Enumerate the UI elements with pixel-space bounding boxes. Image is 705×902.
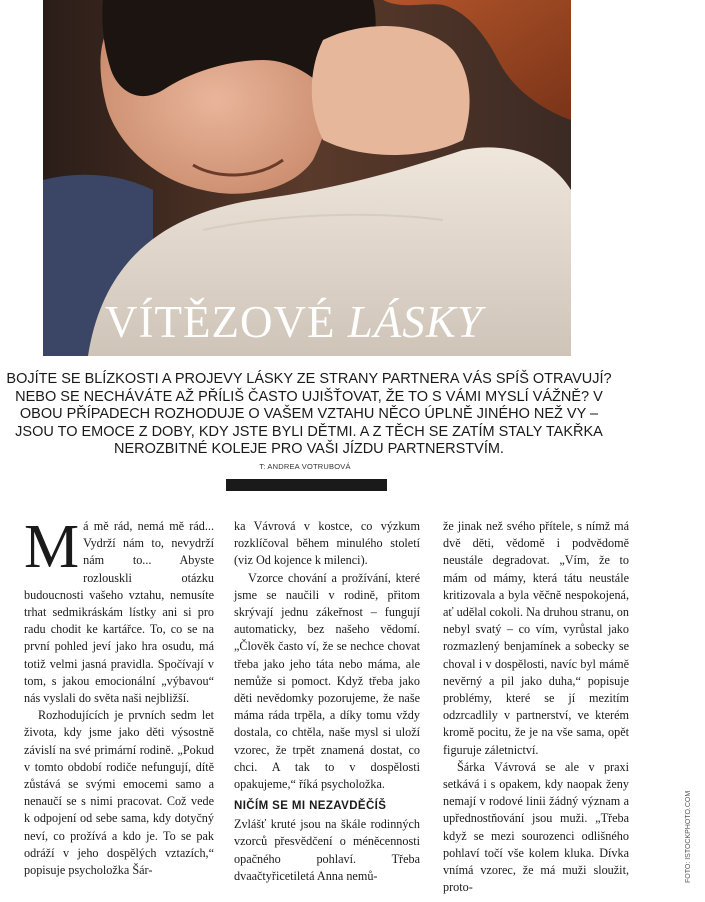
article-lead: BOJÍTE SE BLÍZKOSTI A PROJEVY LÁSKY ZE STRANY PARTNERA VÁS SPÍŠ OTRAVUJÍ? NEBO SE NECHÁVÁTE AŽ PŘÍLIŠ ČASTO UJIŠŤOVAT, ŽE TO S VÁMI MYSLÍ VÁŽNĚ? V OBOU PŘÍPADECH ROZHODUJE O VAŠEM VZTAHU NĚCO ÚPLNĚ JINÉHO NEŽ VY – JSOU TO EMOCE Z DOBY, KDY JSTE BYLI DĚTMI. A Z TĚCH SE ZATÍM STALY TAKŘKA NEROZBITNÉ KOLEJE PRO VAŠI JÍZDU PARTNERSTVÍM. (6, 371, 612, 458)
paragraph: Rozhodujících je prvních sedm let života, kdy jsme jako děti výsostně závislí na své primární rodině. „Pokud v tomto období rodiče nefungují, dítě zůstává se svými emocemi samo a nenaučí se s nimi pracovat. Což vede k odpojení od sebe sama, kdy dotyčný neví, co prožívá a kdo je. To se pak odráží v jeho dospělých vztazích,“ popisuje psycholožka Šár- (24, 708, 214, 878)
paragraph: že jinak než svého přítele, s nímž má dvě děti, vědomě i podvědomě neustále degradovat. „Vím, že to mám od mámy, která tátu neustále kritizovala a byla věčně nespokojená, ať udělal cokoli. Na druhou stranu, on nebyl svatý – co vím, vyrůstal jako rozmazlený benjamínek a sobecky se choval i v dospělosti, navíc byl mámě nevěrný a pil jako duha,“ popisuje problémy, které se jí mezitím odzrcadlily v partnerství, ve kterém kromě pocitu, že je na vše sama, opět figuruje záletnictví. (443, 519, 629, 757)
hero-photo (43, 0, 571, 356)
drop-cap: M (24, 513, 80, 581)
article-column-1 (24, 513, 214, 879)
paragraph: Šárka Vávrová se ale v praxi setkává i s opakem, kdy naopak ženy nemají v rodové linii žádný význam a upřednostňování jsou muži. „Třeba když se mezi sourozenci odlišného pohlaví točí vše kolem kluka. Dívka vnímá vzorec, že má muži sloužit, proto- (443, 759, 629, 895)
paragraph: ka Vávrová v kostce, co výzkum rozklíčoval během minulého století (viz Od kojence k milenci). (234, 519, 420, 568)
paragraph: Má mě rád, nemá mě rád... Vydrží nám to, nevydrží nám to... Abyste rozlouskli otázku budoucnosti vašeho vztahu, nemusíte trhat sedmikráskám lístky ani si pro radu chodit ke kartářce. To, co se na první pohled jeví jako hra osudu, má totiž velmi jasná pravidla. Spočívají v tom, s jakou emocionální „výbavou“ nás vyslali do světa naši nejbližší. (24, 513, 214, 706)
divider-bar (226, 479, 387, 491)
section-subheading: NIČÍM SE MI NEZAVDĚČÍŠ (234, 800, 387, 813)
article-column-2 (234, 518, 420, 885)
title-italic: LÁSKY (347, 297, 483, 347)
author-byline: T: ANDREA VOTRUBOVÁ (259, 462, 351, 471)
paragraph: Zvlášť kruté jsou na škále rodinných vzorců přesvědčení o méněcennosti opačného pohlaví. Třeba dvaačtyřicetiletá Anna nemů- (234, 817, 420, 883)
paragraph: Vzorce chování a prožívání, které jsme se naučili v rodině, přitom skrývají jednu zákeřnost – fungují automaticky, bez našeho vědomí. „Člověk často ví, že se nechce chovat třeba jako jeho táta nebo máma, ale nemůže si pomoct. Když třeba jako děti nevědomky pozorujeme, že naše máma ráda trpěla, a díky tomu vždy dostala, co chtěla, naše mysl si uloží vzorec, že trpět znamená dostat, co chci. A tak to v dospělosti opakujeme,“ říká psycholožka. (234, 570, 420, 792)
article-column-3 (443, 518, 629, 896)
photo-credit: FOTO: ISTOCKPHOTO.COM (685, 790, 692, 883)
article-title (105, 297, 483, 347)
title-normal: VÍTĚZOVÉ (105, 297, 336, 347)
